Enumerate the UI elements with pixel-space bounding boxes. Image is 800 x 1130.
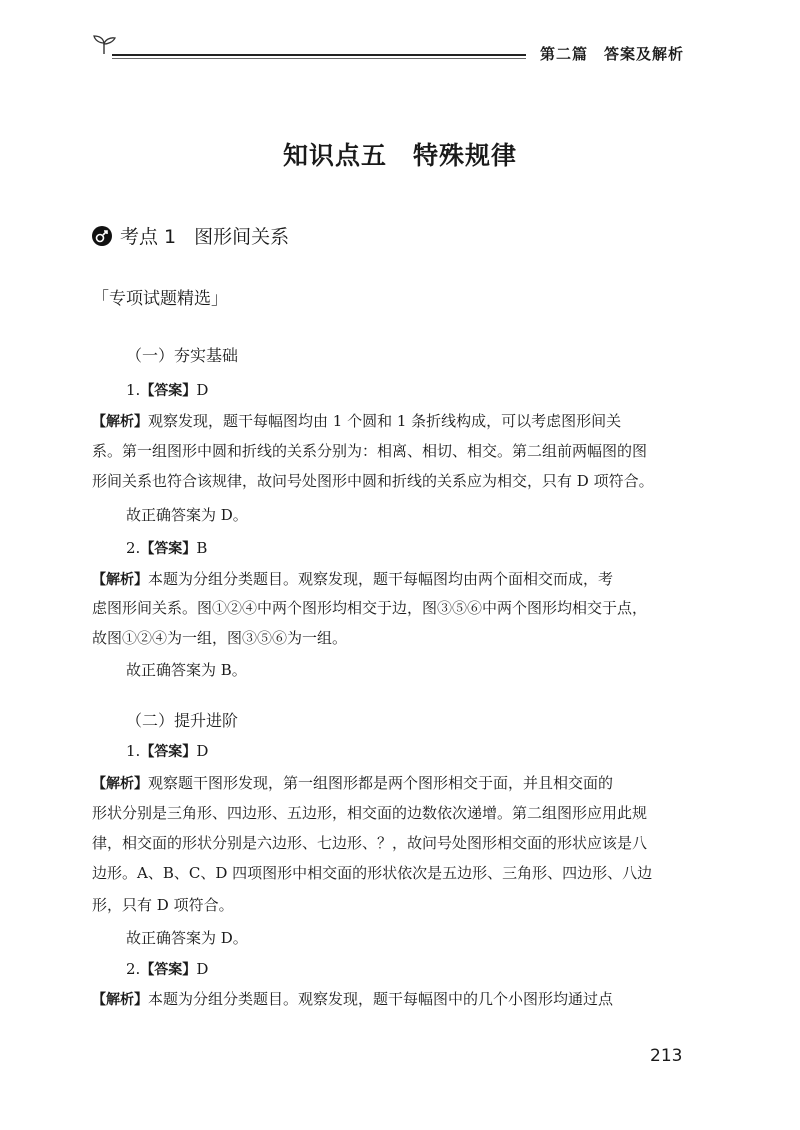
part2-q1-analysis-line: 【解析】观察题干图形发现，第一组图形都是两个图形相交于面，并且相交面的 [92, 774, 614, 792]
part1-q1-conclusion: 故正确答案为 D。 [126, 506, 248, 524]
part1-q1-analysis-line: 形间关系也符合该规律，故问号处图形中圆和折线的关系应为相交，只有 D 项符合。 [92, 472, 654, 490]
kaodian-number: 考点 1 [120, 226, 177, 248]
header-title: 第二篇 答案及解析 [540, 45, 685, 63]
part2-q2-answer: 2.【答案】D [126, 960, 209, 978]
part1-q2-conclusion: 故正确答案为 B。 [126, 661, 247, 679]
chapter-title: 知识点五 特殊规律 [282, 141, 517, 170]
part2-q1-analysis-line: 形，只有 D 项符合。 [92, 896, 234, 914]
kaodian-badge-icon [92, 226, 112, 246]
part2-q1-analysis-line: 边形。A、B、C、D 四项图形中相交面的形状依次是五边形、三角形、四边形、八边 [92, 864, 653, 882]
part1-title: （一）夯实基础 [126, 346, 239, 365]
part2-q1-analysis-line: 形状分别是三角形、四边形、五边形，相交面的边数依次递增。第二组图形应用此规 [92, 804, 648, 822]
part1-q2-analysis-line: 虑图形间关系。图①②④中两个图形均相交于边，图③⑤⑥中两个图形均相交于点， [92, 599, 648, 617]
part2-q1-analysis-line: 律，相交面的形状分别是六边形、七边形、？，故问号处图形相交面的形状应该是八 [92, 834, 648, 852]
part1-q1-analysis-line: 【解析】观察发现，题干每幅图均由 1 个圆和 1 条折线构成，可以考虑图形间关 [92, 412, 622, 430]
part1-q2-answer: 2.【答案】B [126, 539, 208, 557]
part1-q2-analysis-line: 【解析】本题为分组分类题目。观察发现，题干每幅图均由两个面相交而成，考 [92, 570, 614, 588]
part2-title: （二）提升进阶 [126, 711, 239, 730]
page-number: 213 [650, 1046, 683, 1066]
part2-q1-conclusion: 故正确答案为 D。 [126, 929, 248, 947]
kaodian-heading [92, 222, 289, 249]
part2-q2-analysis-line: 【解析】本题为分组分类题目。观察发现，题干每幅图中的几个小图形均通过点 [92, 990, 614, 1008]
section-label: 「专项试题精选」 [92, 289, 228, 309]
part1-q1-answer: 1.【答案】D [126, 381, 209, 399]
part1-q1-analysis-line: 系。第一组图形中圆和折线的关系分别为：相离、相切、相交。第二组前两幅图的图 [92, 442, 648, 460]
part1-q2-analysis-line: 故图①②④为一组，图③⑤⑥为一组。 [92, 629, 348, 647]
kaodian-title: 图形间关系 [194, 226, 290, 248]
part2-q1-answer: 1.【答案】D [126, 742, 209, 760]
sprout-icon [92, 34, 118, 56]
